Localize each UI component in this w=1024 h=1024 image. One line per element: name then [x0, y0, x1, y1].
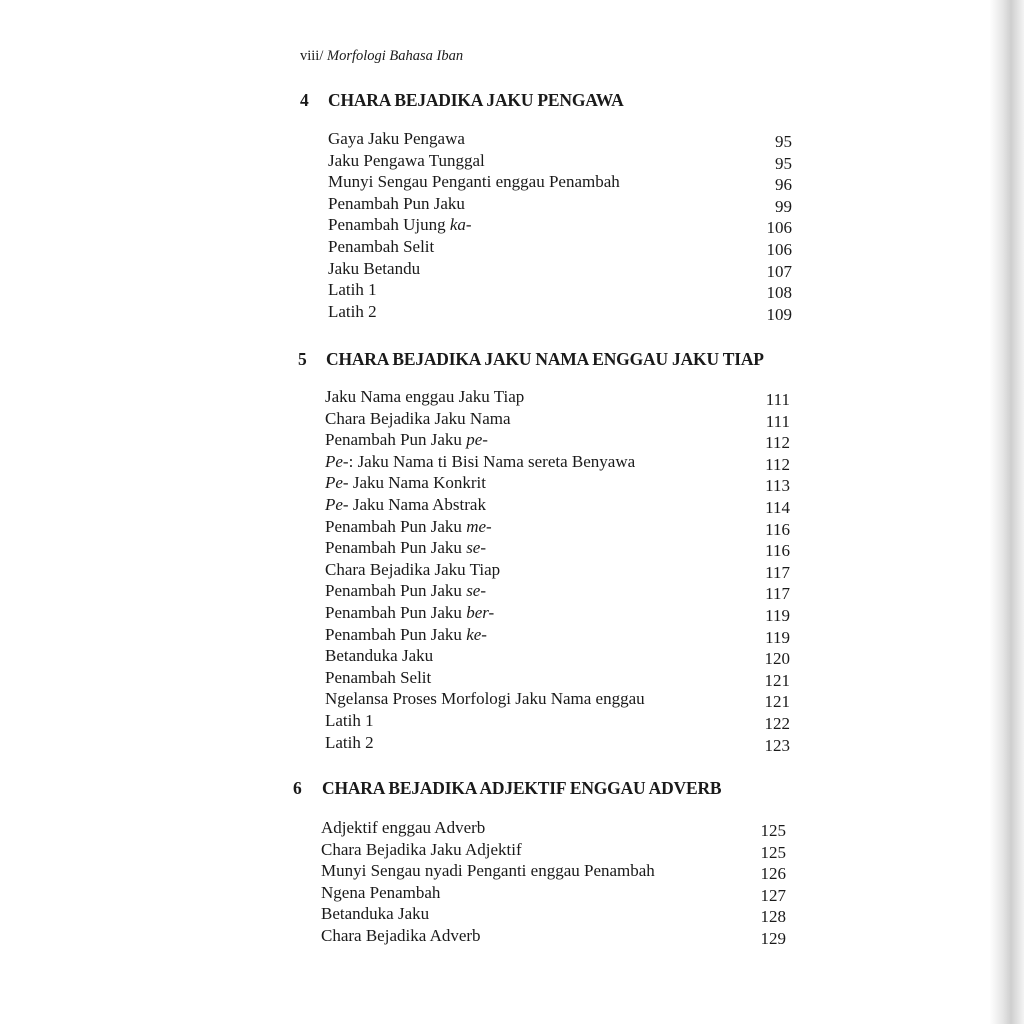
chapter-number: 6	[293, 778, 302, 798]
running-head-title: Morfologi Bahasa Iban	[327, 48, 464, 64]
toc-entry	[321, 903, 786, 925]
entry-suffix: ber-	[466, 602, 495, 622]
entry-page-number: 129	[760, 928, 786, 948]
entry-title: Gaya Jaku Pengawa	[328, 129, 465, 148]
entry-title: Penambah Ujung	[328, 215, 450, 235]
entry-page-number: 117	[765, 584, 790, 604]
toc-entry	[325, 710, 790, 732]
entry-suffix: pe-	[466, 430, 488, 450]
entry-page-number: 125	[760, 821, 786, 840]
entry-page-number: 126	[760, 864, 786, 884]
entry-page-number: 125	[760, 842, 786, 862]
entry-prefix: Pe-	[325, 473, 349, 493]
toc-entry	[325, 645, 790, 667]
entry-suffix: se-	[466, 538, 487, 558]
entry-page-number: 114	[765, 497, 790, 517]
toc-entry	[325, 451, 790, 473]
entry-title: Latih 1	[328, 280, 377, 300]
toc-entry	[328, 301, 792, 323]
toc-entry	[325, 472, 790, 494]
entry-title: Latih 2	[325, 732, 374, 752]
entry-page-number: 111	[765, 411, 790, 431]
entry-page-number: 96	[775, 175, 792, 195]
entry-page-number: 111	[765, 390, 790, 409]
toc-entry	[325, 732, 790, 754]
entry-page-number: 116	[765, 541, 790, 561]
entry-title: Munyi Sengau Penganti enggau Penambah	[328, 172, 620, 192]
toc-entry	[325, 559, 790, 581]
chapter-title: CHARA BEJADIKA JAKU NAMA ENGGAU JAKU TIAP	[326, 349, 764, 369]
entry-title: Penambah Pun Jaku	[325, 430, 467, 450]
entry-page-number: 113	[765, 476, 790, 496]
entry-page-number: 122	[764, 713, 790, 733]
entry-title: Penambah Pun Jaku	[325, 602, 467, 622]
entry-title: Penambah Pun Jaku	[325, 538, 467, 558]
toc-entry	[325, 386, 790, 408]
entry-title: : Jaku Nama ti Bisi Nama sereta Benyawa	[348, 451, 636, 471]
toc-entry	[325, 429, 790, 451]
entry-page-number: 95	[775, 132, 792, 151]
toc-entry	[325, 667, 790, 689]
entry-page-number: 120	[764, 649, 790, 669]
entry-title: Betanduka Jaku	[321, 904, 430, 924]
chapter-5-contents	[325, 386, 790, 753]
entry-title: Ngena Penambah	[321, 882, 441, 902]
entry-title: Penambah Selit	[325, 667, 432, 687]
entry-page-number: 112	[765, 454, 790, 474]
toc-entry	[325, 602, 790, 624]
entry-title: Jaku Pengawa Tunggal	[328, 150, 485, 170]
chapter-title: CHARA BEJADIKA JAKU PENGAWA	[328, 90, 624, 110]
entry-title: Chara Bejadika Jaku Tiap	[325, 559, 501, 579]
toc-entry	[325, 516, 790, 538]
entry-title: Chara Bejadika Adverb	[321, 925, 481, 945]
toc-entry	[328, 193, 792, 215]
running-head-page: viii/	[300, 48, 324, 64]
entry-title: Latih 2	[328, 301, 377, 321]
toc-entry	[325, 580, 790, 602]
toc-entry	[325, 408, 790, 430]
toc-entry	[321, 882, 786, 904]
entry-title: Betanduka Jaku	[325, 646, 434, 666]
entry-page-number: 109	[766, 304, 792, 324]
entry-page-number: 95	[775, 153, 792, 173]
entry-title: Jaku Betandu	[328, 258, 421, 278]
entry-suffix: ka-	[449, 215, 472, 235]
toc-entry	[328, 214, 792, 236]
entry-page-number: 127	[760, 885, 786, 905]
entry-suffix: ke-	[466, 624, 487, 644]
entry-page-number: 112	[765, 433, 790, 453]
entry-page-number: 128	[760, 907, 786, 927]
entry-page-number: 106	[766, 218, 792, 238]
chapter-number: 5	[298, 349, 307, 369]
entry-title: Ngelansa Proses Morfologi Jaku Nama enggau	[325, 689, 645, 709]
entry-prefix: Pe-	[325, 494, 349, 514]
entry-page-number: 121	[764, 692, 790, 712]
toc-entry	[325, 537, 790, 559]
entry-page-number: 121	[764, 670, 790, 690]
chapter-6-contents	[321, 817, 786, 947]
entry-page-number: 99	[775, 196, 792, 216]
running-head	[300, 48, 463, 65]
toc-entry	[328, 171, 792, 193]
toc-entry	[321, 817, 786, 839]
chapter-number: 4	[300, 90, 309, 110]
entry-suffix: me-	[466, 516, 492, 536]
entry-prefix: Pe-	[325, 451, 349, 471]
toc-entry	[328, 236, 792, 258]
toc-entry	[325, 624, 790, 646]
entry-title: Jaku Nama enggau Jaku Tiap	[325, 387, 525, 406]
toc-entry	[325, 494, 790, 516]
entry-page-number: 119	[765, 605, 790, 625]
toc-entry	[321, 839, 786, 861]
entry-page-number: 119	[765, 627, 790, 647]
entry-page-number: 117	[765, 562, 790, 582]
chapter-4-contents	[328, 128, 792, 322]
entry-title: Penambah Selit	[328, 236, 435, 256]
toc-entry	[328, 279, 792, 301]
toc-entry	[325, 688, 790, 710]
entry-title: Latih 1	[325, 710, 374, 730]
entry-page-number: 106	[766, 239, 792, 259]
entry-title: Penambah Pun Jaku	[328, 193, 465, 213]
toc-entry	[328, 150, 792, 172]
entry-title: Penambah Pun Jaku	[325, 581, 467, 601]
toc-entry	[328, 128, 792, 150]
entry-title: Chara Bejadika Jaku Adjektif	[321, 839, 522, 859]
toc-entry	[321, 860, 786, 882]
entry-page-number: 123	[764, 735, 790, 755]
entry-title: Penambah Pun Jaku	[325, 624, 467, 644]
entry-title: Jaku Nama Abstrak	[348, 494, 486, 514]
entry-title: Adjektif enggau Adverb	[321, 818, 486, 837]
toc-entry	[328, 258, 792, 280]
entry-suffix: se-	[466, 581, 487, 601]
chapter-title: CHARA BEJADIKA ADJEKTIF ENGGAU ADVERB	[322, 778, 722, 798]
entry-title: Chara Bejadika Jaku Nama	[325, 408, 511, 428]
entry-title: Munyi Sengau nyadi Penganti enggau Penambah	[321, 861, 655, 881]
entry-page-number: 107	[766, 261, 792, 281]
toc-entry	[321, 925, 786, 947]
entry-page-number: 116	[765, 519, 790, 539]
entry-page-number: 108	[766, 283, 792, 303]
entry-title: Penambah Pun Jaku	[325, 516, 467, 536]
entry-title: Jaku Nama Konkrit	[348, 473, 486, 493]
page-edge-shadow	[809, 0, 1024, 1024]
